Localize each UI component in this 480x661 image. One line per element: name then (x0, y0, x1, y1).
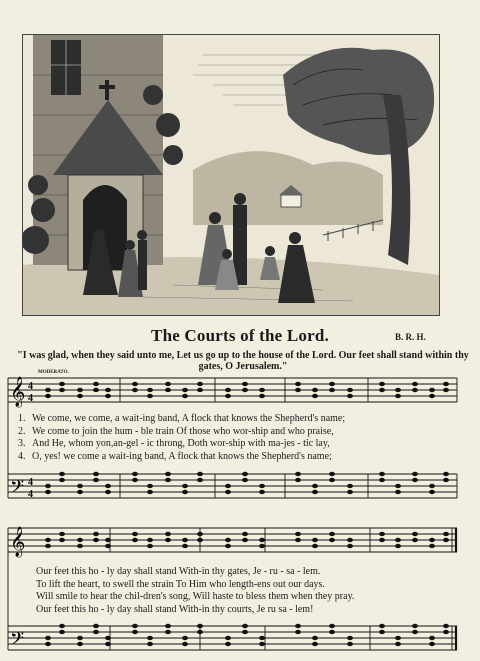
tempo-marking: MODERATO. (38, 370, 69, 375)
note-head (77, 636, 83, 640)
verses-first-line (18, 413, 476, 463)
note-head (295, 388, 301, 392)
note-head (93, 388, 99, 392)
note-head (59, 532, 65, 536)
note-head (259, 642, 265, 646)
note-head (45, 484, 51, 488)
note-head (197, 532, 203, 536)
note-head (59, 388, 65, 392)
note-head (329, 478, 335, 482)
note-head (45, 636, 51, 640)
svg-text:4: 4 (28, 393, 33, 404)
note-head (93, 472, 99, 476)
note-head (225, 538, 231, 542)
note-head (197, 624, 203, 628)
note-head (412, 630, 418, 634)
verses-second-line (36, 566, 476, 616)
verse-line: Our feet this ho - ly day shall stand With-in thy gates, Je - ru - sa - lem. (36, 566, 321, 577)
note-head (312, 538, 318, 542)
note-head (93, 478, 99, 482)
note-head (443, 472, 449, 476)
note-head (312, 394, 318, 398)
note-head (312, 388, 318, 392)
note-head (429, 394, 435, 398)
note-head (165, 630, 171, 634)
note-head (329, 382, 335, 386)
note-head (225, 388, 231, 392)
note-head (165, 538, 171, 542)
note-head (379, 388, 385, 392)
note-head (443, 382, 449, 386)
author-initials: B. R. H. (395, 332, 426, 342)
note-head (259, 490, 265, 494)
note-head (242, 382, 248, 386)
verse-line: 2. We come to join the hum - ble train Of those who wor-ship and who praise, (18, 425, 334, 437)
note-head (197, 382, 203, 386)
note-head (45, 490, 51, 494)
note-head (429, 538, 435, 542)
note-head (312, 636, 318, 640)
note-head (242, 538, 248, 542)
note-head (347, 490, 353, 494)
note-head (147, 484, 153, 488)
note-head (59, 624, 65, 628)
note-head (395, 538, 401, 542)
note-head (295, 382, 301, 386)
verse-line: 3. And He, whom yon,an-gel - ic throng, Doth wor-ship with ma-jes - tic lay, (18, 438, 330, 449)
svg-text:𝄢: 𝄢 (10, 629, 25, 654)
note-head (312, 544, 318, 548)
note-head (379, 538, 385, 542)
note-head (77, 484, 83, 488)
verse-line: To lift the heart, to swell the strain To Him who length-ens out our days. (36, 578, 325, 590)
note-head (259, 388, 265, 392)
note-head (182, 642, 188, 646)
note-head (132, 472, 138, 476)
svg-text:𝄞: 𝄞 (10, 527, 26, 557)
note-head (395, 394, 401, 398)
note-head (182, 490, 188, 494)
note-head (147, 388, 153, 392)
note-head (242, 630, 248, 634)
note-head (105, 544, 111, 548)
note-head (443, 538, 449, 542)
note-head (225, 484, 231, 488)
verse-line: 1. We come, we come, a wait-ing band, A flock that knows the Shepherd's name; (18, 413, 346, 424)
note-head (77, 538, 83, 542)
note-head (443, 532, 449, 536)
note-head (225, 490, 231, 494)
note-head (347, 538, 353, 542)
note-head (147, 394, 153, 398)
note-head (429, 484, 435, 488)
note-head (93, 532, 99, 536)
note-head (182, 394, 188, 398)
note-head (259, 394, 265, 398)
note-head (165, 532, 171, 536)
note-head (77, 642, 83, 646)
note-head (147, 544, 153, 548)
note-head (132, 532, 138, 536)
note-head (312, 490, 318, 494)
note-head (147, 490, 153, 494)
note-head (329, 472, 335, 476)
note-head (105, 636, 111, 640)
note-head (77, 544, 83, 548)
note-head (412, 532, 418, 536)
note-head (242, 478, 248, 482)
note-head (295, 624, 301, 628)
note-head (379, 630, 385, 634)
note-head (197, 478, 203, 482)
note-head (77, 388, 83, 392)
note-head (412, 478, 418, 482)
note-head (312, 642, 318, 646)
note-head (45, 388, 51, 392)
note-head (59, 472, 65, 476)
note-head (259, 538, 265, 542)
note-head (165, 472, 171, 476)
note-head (379, 624, 385, 628)
note-head (443, 478, 449, 482)
note-head (429, 544, 435, 548)
song-title: The Courts of the Lord. (151, 326, 329, 345)
note-head (259, 636, 265, 640)
note-head (105, 538, 111, 542)
verse-line: Our feet this ho - ly day shall stand With-in thy courts, Je ru sa - lem! (36, 603, 314, 615)
note-head (165, 388, 171, 392)
note-head (225, 636, 231, 640)
note-head (295, 630, 301, 634)
note-head (312, 484, 318, 488)
note-head (197, 472, 203, 476)
note-head (197, 388, 203, 392)
note-head (329, 538, 335, 542)
verse-line: Will smile to hear the chil-dren's song, Will haste to bless them when they pray. (36, 591, 355, 602)
note-head (347, 484, 353, 488)
note-head (347, 394, 353, 398)
note-head (225, 642, 231, 646)
note-head (412, 388, 418, 392)
note-head (59, 382, 65, 386)
note-head (429, 490, 435, 494)
note-head (347, 642, 353, 646)
note-head (147, 642, 153, 646)
note-head (395, 388, 401, 392)
note-head (242, 532, 248, 536)
note-head (259, 484, 265, 488)
note-head (132, 630, 138, 634)
note-head (412, 382, 418, 386)
note-head (45, 394, 51, 398)
note-head (443, 388, 449, 392)
note-head (259, 544, 265, 548)
note-head (225, 544, 231, 548)
note-head (295, 478, 301, 482)
note-head (93, 630, 99, 634)
note-head (45, 544, 51, 548)
note-head (379, 478, 385, 482)
note-head (242, 624, 248, 628)
note-head (59, 630, 65, 634)
note-head (429, 388, 435, 392)
note-head (443, 624, 449, 628)
note-head (197, 630, 203, 634)
svg-text:𝄞: 𝄞 (10, 377, 26, 407)
note-head (182, 388, 188, 392)
note-head (395, 484, 401, 488)
note-head (379, 472, 385, 476)
note-head (295, 538, 301, 542)
note-head (105, 642, 111, 646)
note-head (197, 538, 203, 542)
svg-text:4: 4 (28, 489, 33, 500)
note-head (105, 394, 111, 398)
note-head (379, 382, 385, 386)
note-head (347, 544, 353, 548)
note-head (329, 532, 335, 536)
note-head (395, 642, 401, 646)
note-head (429, 636, 435, 640)
note-head (412, 624, 418, 628)
note-head (45, 538, 51, 542)
note-head (147, 636, 153, 640)
note-head (182, 484, 188, 488)
note-head (93, 382, 99, 386)
note-head (105, 388, 111, 392)
note-head (105, 490, 111, 494)
note-head (165, 624, 171, 628)
note-head (77, 394, 83, 398)
note-head (182, 544, 188, 548)
note-head (225, 394, 231, 398)
note-head (132, 382, 138, 386)
note-head (429, 642, 435, 646)
note-head (329, 630, 335, 634)
note-head (329, 624, 335, 628)
epigraph: "I was glad, when they said unto me, Let us go up to the house of the Lord. Our feet shall stand within thy gates, O Jerusalem." (17, 350, 469, 372)
note-head (59, 478, 65, 482)
note-head (412, 538, 418, 542)
note-head (182, 636, 188, 640)
note-head (105, 484, 111, 488)
svg-text:4: 4 (28, 477, 33, 488)
note-head (165, 382, 171, 386)
note-head (59, 538, 65, 542)
note-head (295, 532, 301, 536)
note-head (443, 630, 449, 634)
note-head (93, 624, 99, 628)
note-head (395, 636, 401, 640)
note-head (147, 538, 153, 542)
note-head (242, 472, 248, 476)
note-head (45, 642, 51, 646)
verse-line: 4. O, yes! we come a wait-ing band, A flock that knows the Shepherd's name; (18, 450, 332, 462)
note-head (347, 636, 353, 640)
svg-text:𝄢: 𝄢 (10, 477, 25, 502)
svg-text:4: 4 (28, 381, 33, 392)
note-head (242, 388, 248, 392)
note-head (132, 538, 138, 542)
note-head (295, 472, 301, 476)
note-head (132, 388, 138, 392)
note-head (412, 472, 418, 476)
note-head (132, 478, 138, 482)
note-head (379, 532, 385, 536)
note-head (132, 624, 138, 628)
note-head (182, 538, 188, 542)
note-head (395, 544, 401, 548)
note-head (347, 388, 353, 392)
note-head (165, 478, 171, 482)
note-head (93, 538, 99, 542)
note-head (395, 490, 401, 494)
note-head (329, 388, 335, 392)
note-head (77, 490, 83, 494)
